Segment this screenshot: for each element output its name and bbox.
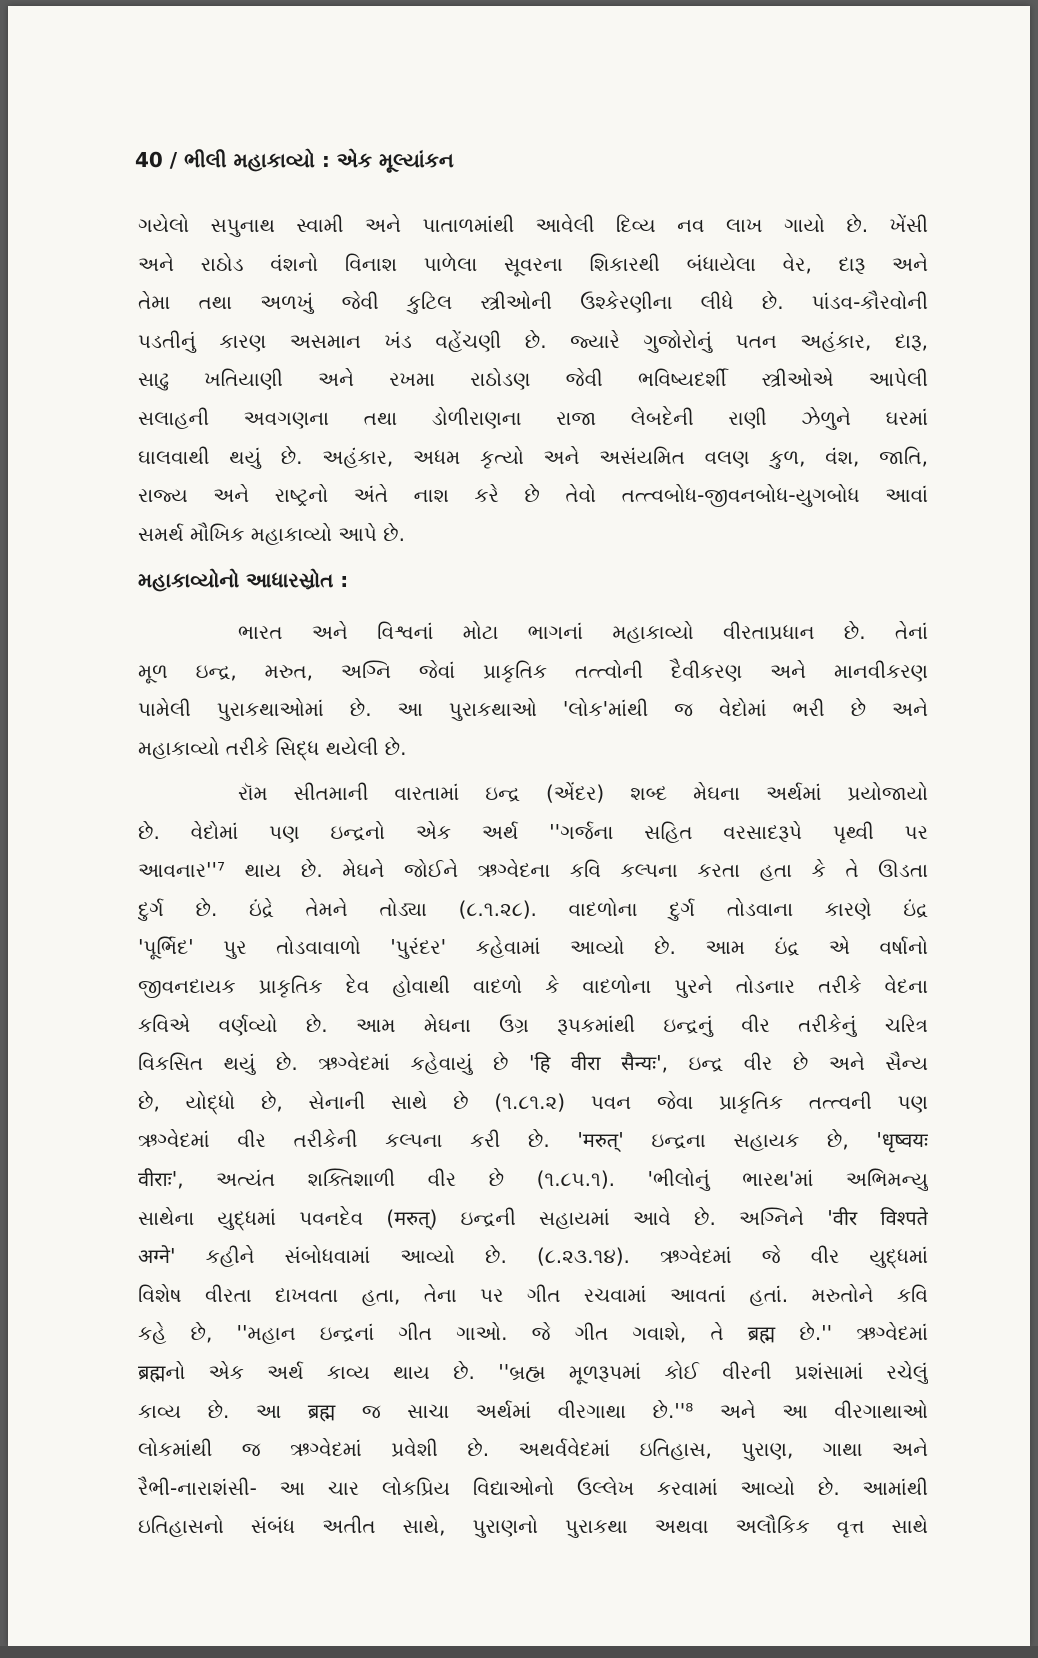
text-line: છે. વેદોમાં પણ ઇન્દ્રનો એક અર્થ ''ગર્જના સહિત વરસાદરૂપે પૃથ્વી પર bbox=[138, 819, 928, 844]
text-line: अग्ने' કહીને સંબોધવામાં આવ્યો છે. (૮.૨૩.૧૪). ઋગ્વેદમાં જે વીર યુદ્ધમાં bbox=[138, 1244, 928, 1269]
text-line: સાથેના યુદ્ધમાં પવનદેવ (मरुत्) ઇન્દ્રની સહાયમાં આવે છે. અગ્નિને 'वीर विश्पते bbox=[138, 1205, 928, 1230]
text-line: સાઢુ ખતિયાણી અને રખમા રાઠોડણ જેવી ભવિષ્યદર્શી સ્ત્રીઓએ આપેલી bbox=[138, 367, 928, 392]
text-line: રાજ્ય અને રાષ્ટ્રનો અંતે નાશ કરે છે તેવો તત્ત્વબોધ-જીવનબોધ-યુગબોધ આવાં bbox=[138, 483, 928, 508]
paragraph-1 bbox=[138, 206, 928, 553]
text-line: કાવ્ય છે. આ ब्रह्म જ સાચા અર્થમાં વીરગાથા છે.''⁸ અને આ વીરગાથાઓ bbox=[138, 1398, 928, 1423]
text-line: ઋગ્વેદમાં વીર તરીકેની કલ્પના કરી છે. 'मरुत्' ઇન્દ્રના સહાયક છે, 'धृष्वयः bbox=[138, 1128, 928, 1153]
paragraph-2 bbox=[138, 613, 928, 767]
text-line: વિકસિત થયું છે. ઋગ્વેદમાં કહેવાયું છે 'हि वीरा सैन्यः', ઇન્દ્ર વીર છે અને સૈન્ય bbox=[138, 1051, 928, 1076]
text-line: કવિએ વર્ણવ્યો છે. આમ મેઘના ઉગ્ર રૂપકમાંથી ઇન્દ્રનું વીર તરીકેનું ચરિત્ર bbox=[138, 1012, 928, 1037]
text-line: કહે છે, ''મહાન ઇન્દ્રનાં ગીત ગાઓ. જે ગીત ગવાશે, તે ब्रह्म છે.'' ઋગ્વેદમાં bbox=[138, 1321, 928, 1346]
text-line: જીવનદાયક પ્રાકૃતિક દેવ હોવાથી વાદળો કે વાદળોના પુરને તોડનાર તરીકે વેદના bbox=[138, 973, 928, 998]
text-line: દુર્ગ છે. ઇંદ્રે તેમને તોડ્યા (૮.૧.૨૮). વાદળોના દુર્ગ તોડવાના કારણે ઇંદ્ર bbox=[138, 896, 928, 921]
text-line: ગયેલો સપુનાથ સ્વામી અને પાતાળમાંથી આવેલી દિવ્ય નવ લાખ ગાયો છે. ખેંસી bbox=[138, 213, 928, 237]
text-line: વિશેષ વીરતા દાખવતા હતા, તેના પર ગીત રચવામાં આવતાં હતાં. મરુતોને કવિ bbox=[138, 1282, 928, 1307]
text-line: 'પૂર્ભિદ' પુર તોડવાવાળો 'પુરંદર' કહેવામાં આવ્યો છે. આમ ઇંદ્ર એ વર્ષાનો bbox=[138, 935, 928, 960]
scan-edge bbox=[0, 1646, 1038, 1658]
text-line: આવનાર''⁷ થાય છે. મેઘને જોઈને ઋગ્વેદના કવિ કલ્પના કરતા હતા કે તે ઊડતા bbox=[138, 858, 928, 883]
section-heading: મહાકાવ્યોનો આધારસ્રોત : bbox=[138, 568, 349, 592]
text-line: ઇતિહાસનો સંબંધ અતીત સાથે, પુરાણનો પુરાકથા અથવા અલૌકિક વૃત્ત સાથે bbox=[138, 1514, 928, 1539]
text-line: મૂળ ઇન્દ્ર, મરુત, અગ્નિ જેવાં પ્રાકૃતિક તત્ત્વોની દૈવીકરણ અને માનવીકરણ bbox=[138, 658, 928, 683]
text-line: મહાકાવ્યો તરીકે સિદ્ધ થયેલી છે. bbox=[138, 735, 407, 760]
text-line: રૉમ સીતમાની વારતામાં ઇન્દ્ર (એંદર) શબ્દ મેઘના અર્થમાં પ્રયોજાયો bbox=[238, 781, 928, 805]
text-line: રૈભી-નારાશંસી- આ ચાર લોકપ્રિય વિદ્યાઓનો ઉલ્લેખ કરવામાં આવ્યો છે. આમાંથી bbox=[138, 1475, 928, 1500]
text-line: સલાહની અવગણના તથા ડોળીરાણના રાજા લેબદેની રાણી ઝેળુને ઘરમાં bbox=[138, 405, 928, 430]
paragraph-3 bbox=[138, 774, 928, 1546]
text-line: લોકમાંથી જ ઋગ્વેદમાં પ્રવેશી છે. અથર્વવેદમાં ઇતિહાસ, પુરાણ, ગાથા અને bbox=[138, 1437, 928, 1462]
text-line: ब्रह्मનો એક અર્થ કાવ્ય થાય છે. ''બ્રહ્મ મૂળરૂપમાં કોઈ વીરની પ્રશંસામાં રચેલું bbox=[138, 1359, 928, 1384]
text-line: ઘાલવાથી થયું છે. અહંકાર, અધમ કૃત્યો અને અસંયમિત વલણ કુળ, વંશ, જાતિ, bbox=[138, 444, 928, 469]
text-line: ભારત અને વિશ્વનાં મોટા ભાગનાં મહાકાવ્યો વીરતાપ્રધાન છે. તેનાં bbox=[238, 620, 928, 644]
text-line: वीराः', અત્યંત શક્તિશાળી વીર છે (૧.૮૫.૧). 'ભીલોનું ભારથ'માં અભિમન્યુ bbox=[138, 1166, 928, 1191]
text-line: અને રાઠોડ વંશનો વિનાશ પાળેલા સૂવરના શિકારથી બંધાયેલા વેર, દારૂ અને bbox=[138, 251, 928, 276]
text-line: પામેલી પુરાકથાઓમાં છે. આ પુરાકથાઓ 'લોક'માંથી જ વેદોમાં ભરી છે અને bbox=[138, 697, 928, 722]
running-head: 40 / ભીલી મહાકાવ્યો : એક મૂલ્યાંકન bbox=[135, 148, 454, 172]
text-line: સમર્થ મૌખિક મહાકાવ્યો આપે છે. bbox=[138, 521, 405, 546]
text-line: તેમા તથા અળખું જેવી કુટિલ સ્ત્રીઓની ઉશ્કેરણીના લીધે છે. પાંડવ-કૌરવોની bbox=[138, 290, 928, 315]
text-line: છે, યોદ્ધો છે, સેનાની સાથે છે (૧.૮૧.૨) પવન જેવા પ્રાકૃતિક તત્ત્વની પણ bbox=[138, 1089, 928, 1114]
text-line: પડતીનું કારણ અસમાન ખંડ વહેંચણી છે. જ્યારે ગુજોરોનું પતન અહંકાર, દારૂ, bbox=[138, 328, 928, 353]
